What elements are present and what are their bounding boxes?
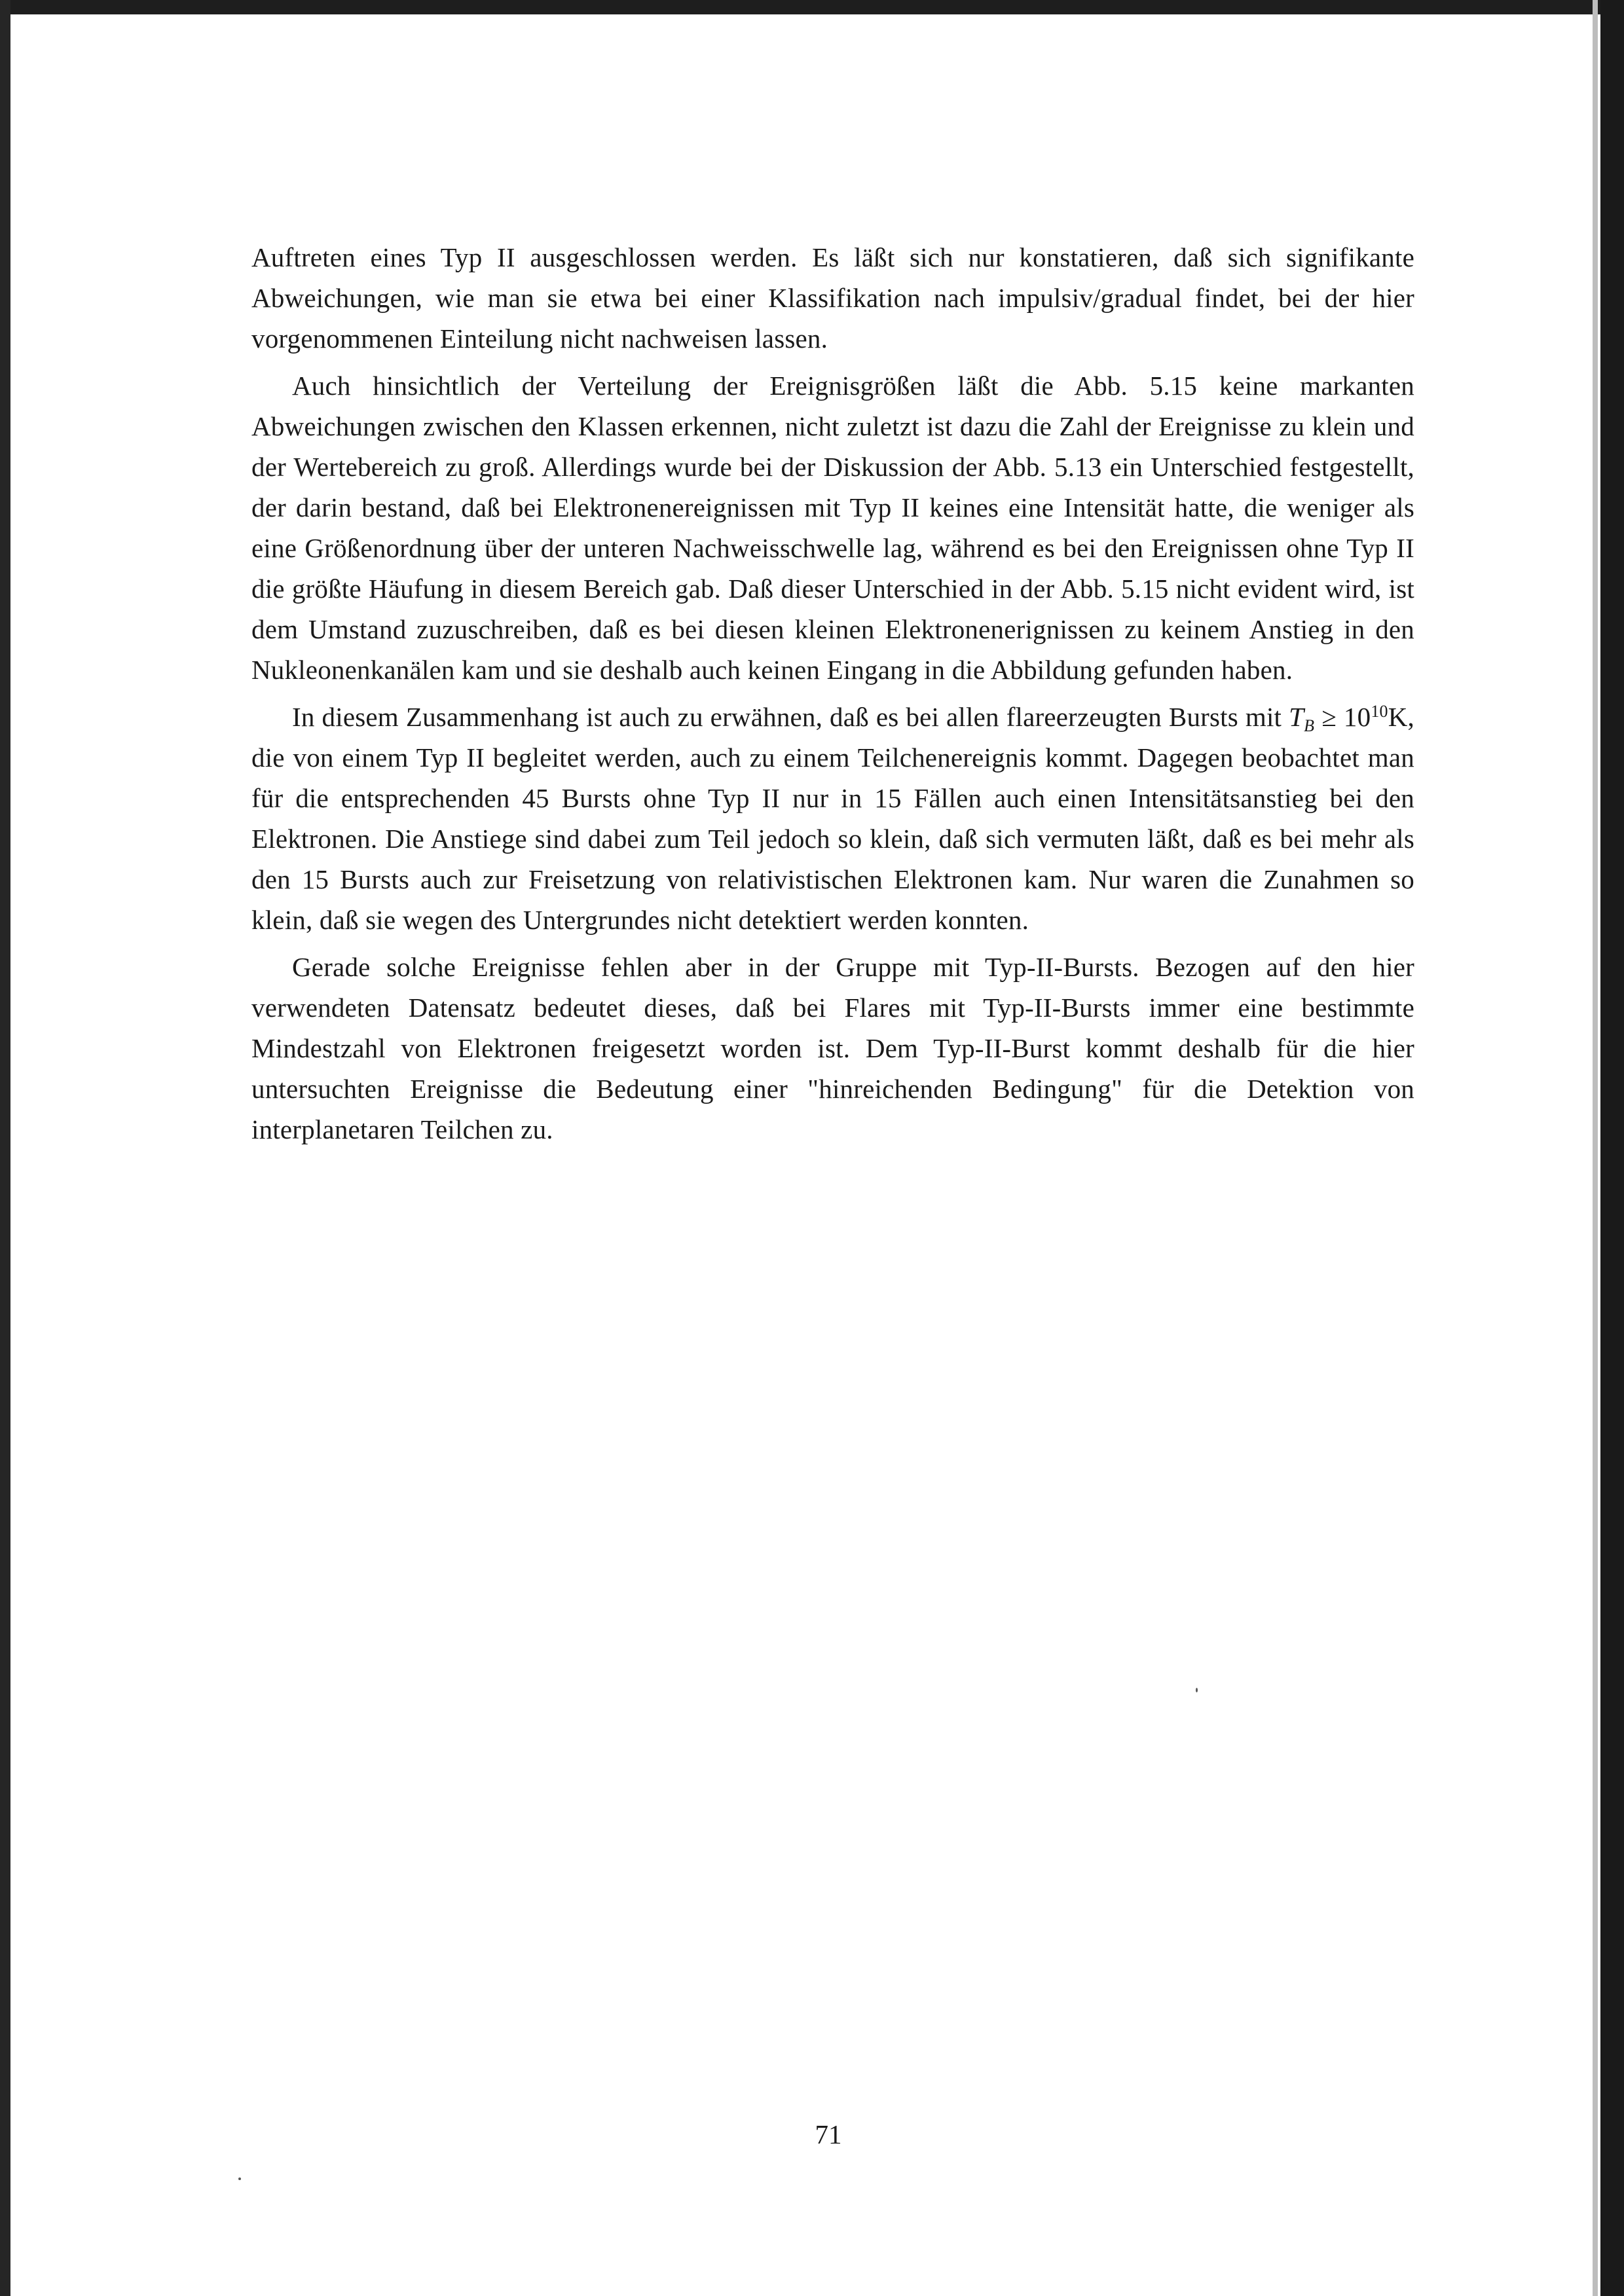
- paragraph-3-rest: , die von einem Typ II begleitet werden, auch zu einem Teilchenereignis kommt. Dagegen beobachtet man für die entsprechenden 45 Bursts ohne Typ II nur in 15 Fällen auch einen Intensitätsanstieg bei den Elektronen. Die Anstiege sind dabei zum Teil jedoch so klein, daß sich vermuten läßt, daß es bei mehr als den 15 Bursts auch zur Freisetzung von relativistischen Elektronen kam. Nur waren die Zunahmen so klein, daß sie wegen des Untergrundes nicht detektiert werden konnten.: [251, 702, 1414, 935]
- paragraph-1: Auftreten eines Typ II ausgeschlossen werden. Es läßt sich nur konstatieren, daß sich signifikante Abweichungen, wie man sie etwa bei einer Klassifikation nach impulsiv/gradual findet, bei der hier vorgenommenen Einteilung nicht nachweisen lassen.: [251, 242, 1414, 354]
- math-temperature-subscript: B: [1304, 716, 1315, 735]
- body-text: [251, 237, 1414, 1156]
- scan-border-top: [0, 0, 1624, 14]
- scan-border-right-shadow: [1593, 0, 1598, 2296]
- page-number: 71: [815, 2119, 842, 2149]
- scan-border-right: [1600, 0, 1624, 2296]
- math-relation: ≥: [1321, 702, 1337, 732]
- paragraph-4: Gerade solche Ereignisse fehlen aber in der Gruppe mit Typ-II-Bursts. Bezogen auf den hier verwendeten Datensatz bedeutet dieses, daß bei Flares mit Typ-II-Bursts immer eine bestimmte Mindestzahl von Elektronen freigesetzt worden ist. Dem Typ-II-Burst kommt deshalb für die hier untersuchten Ereignisse die Bedeutung einer "hinreichenden Bedingung" für die Detektion von interplanetaren Teilchen zu.: [251, 952, 1414, 1144]
- paragraph-3-intro: In diesem Zusammenhang ist auch zu erwähnen, daß es bei allen flareerzeugten Bursts mit: [292, 702, 1282, 732]
- math-base: 10: [1343, 702, 1371, 732]
- math-exponent: 10: [1371, 702, 1388, 721]
- paragraph-2: Auch hinsichtlich der Verteilung der Ereignisgrößen läßt die Abb. 5.15 keine markanten Abweichungen zwischen den Klassen erkennen, nicht zuletzt ist dazu die Zahl der Ereignisse zu klein und der Wertebereich zu groß. Allerdings wurde bei der Diskussion der Abb. 5.13 ein Unterschied festgestellt, der darin bestand, daß bei Elektronenereignissen mit Typ II keines eine Intensität hatte, die weniger als eine Größenordnung über der unteren Nachweisschwelle lag, während es bei den Ereignissen ohne Typ II die größte Häufung in diesem Bereich gab. Daß dieser Unterschied in der Abb. 5.15 nicht evident wird, ist dem Umstand zuzuschreiben, daß es bei diesen kleinen Elektronenerignissen zu keinem Anstieg in den Nukleonenkanälen kam und sie deshalb auch keinen Eingang in die Abbildung gefunden haben.: [251, 371, 1414, 685]
- scan-speck: [238, 2178, 241, 2180]
- paragraph-3: [251, 697, 1414, 940]
- scan-speck: [1196, 1688, 1198, 1692]
- math-unit: K: [1388, 702, 1408, 732]
- scan-border-left: [0, 0, 10, 2296]
- math-temperature-symbol: T: [1289, 702, 1304, 732]
